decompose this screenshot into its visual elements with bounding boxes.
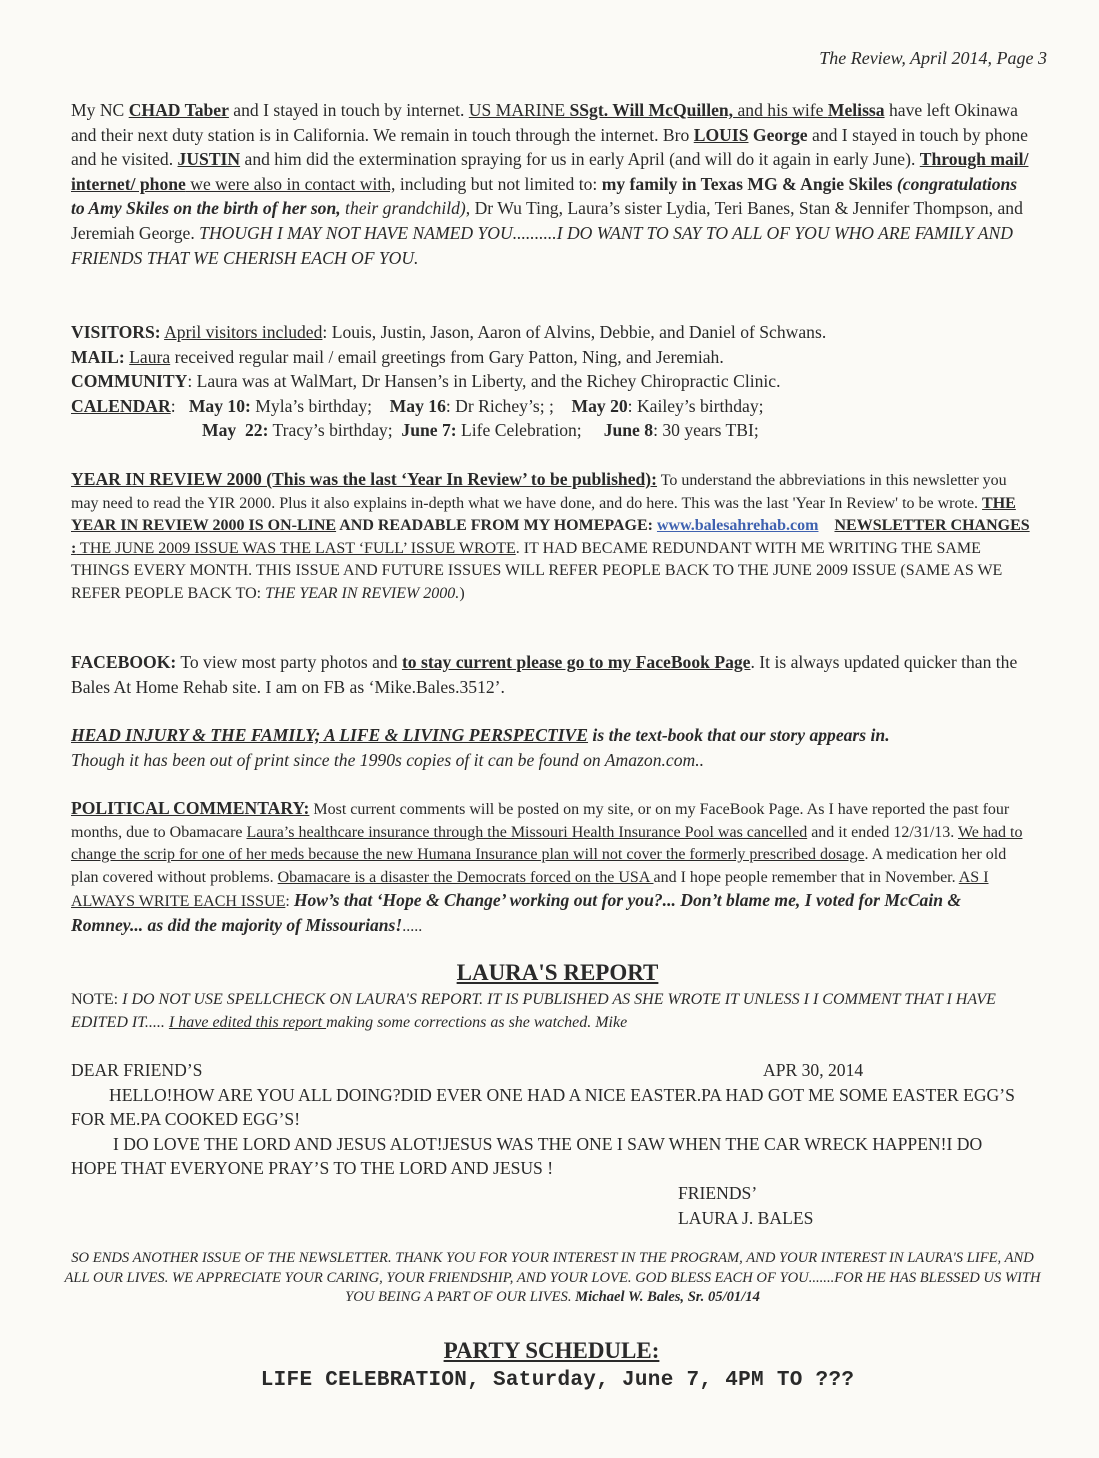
note-underline: I have edited this report [168, 1014, 327, 1031]
letter-signoff: FRIENDS’ [678, 1182, 758, 1203]
letter-header-row [71, 1058, 1031, 1083]
mail-label: MAIL: [71, 346, 125, 367]
yir-text: . IT HAD BECAME REDUNDANT WITH ME WRITING THE SAME THINGS EVERY MONTH. THIS ISSUE AND FUTURE ISSUES WILL REFER PEOPLE BACK TO THE JUNE 2009 ISSUE (SAME AS WE REFER PEOPLE BACK TO: [71, 539, 1003, 602]
party-schedule-line: LIFE CELEBRATION, Saturday, June 7, 4PM TO ??? [260, 1369, 855, 1392]
closing-text: SO ENDS ANOTHER ISSUE OF THE NEWSLETTER. THANK YOU FOR YOUR INTEREST IN THE PROGRAM, AND YOUR INTEREST IN LAURA'S LIFE, AND ALL OUR LIVES. WE APPRECIATE YOUR CARING, YOUR FRIENDSHIP, AND YOUR LOVE. GOD BLESS EACH OF YOU.......FOR HE HAS BLESSED US WITH YOU BEING A PART OF OUR LIVES. [64, 1250, 1041, 1305]
visitors-line [71, 320, 1031, 345]
intro-paragraph [71, 98, 1031, 270]
calendar-event: Myla’s birthday; [250, 395, 390, 416]
calendar-event: Tracy’s birthday; [268, 420, 402, 441]
intro-text: My NC [71, 100, 129, 120]
calendar-date: May 16 [389, 395, 446, 416]
yir-title-italic: THE YEAR IN REVIEW 2000. [265, 584, 460, 602]
book-text: is the text-book that our story appears in. [588, 725, 890, 745]
visitors-label: VISITORS: [71, 322, 161, 342]
grandchild-text: their grandchild) [340, 198, 466, 219]
intro-text: , Dr Wu Ting, Laura’s sister Lydia, Teri Banes, Stan & Jennifer Thompson, and Jeremiah George. [71, 198, 1023, 243]
name-marine: SSgt. Will McQuillen, [569, 100, 734, 120]
visitors-text: : Louis, Justin, Jason, Aaron of Alvins, Debbie, and Daniel of Schwans. [322, 322, 827, 342]
intro-text: have left Okinawa and their next duty station is in California. We remain in touch through the internet. Bro [71, 100, 1018, 145]
political-label: POLITICAL COMMENTARY: [71, 798, 310, 818]
yir-section [71, 468, 1031, 605]
facebook-section [71, 650, 1031, 699]
calendar-event: : Dr Richey’s; ; [445, 395, 572, 416]
congrats-text: (congratulations to Amy Skiles on the birth of her son, [71, 173, 1018, 219]
calendar-event: : Kailey’s birthday; [627, 395, 764, 416]
calendar-event: : 30 years TBI; [653, 420, 759, 441]
yir-online-2: AND READABLE FROM MY HOMEPAGE: [336, 517, 657, 534]
laura-report-title: LAURA'S REPORT [456, 960, 659, 985]
calendar-event: Life Celebration; [456, 420, 604, 441]
political-slogan: How’s that ‘Hope & Change’ working out for you?... Don’t blame me, I voted for McCain & Romney... as did the majority of Missourians! [71, 890, 962, 935]
intro-text: and his wife [733, 100, 828, 120]
book-availability: Though it has been out of print since the 1990s copies of it can be found on Amazon.com.. [71, 749, 704, 770]
contact-methods: Through mail/ internet/ phone [71, 149, 1029, 194]
facebook-label: FACEBOOK: [71, 652, 177, 672]
political-underline: We had to change the scrip for one of her meds because the new Humana Insurance plan will not cover the formerly prescribed dosage [71, 823, 1023, 863]
political-text: ..... [402, 917, 423, 935]
political-text: Most current comments will be posted on my site, or on my FaceBook Page. As I have reported the past four months, due to Obamacare [71, 801, 1010, 841]
closing-italic: I DO WANT TO SAY TO ALL OF YOU WHO ARE FAMILY AND FRIENDS THAT WE CHERISH EACH OF YOU. [71, 222, 1013, 268]
note-end: making some corrections as she watched. Mike [326, 1014, 628, 1031]
book-title: HEAD INJURY & THE FAMILY; A LIFE & LIVING PERSPECTIVE [71, 725, 589, 745]
page-header: The Review, April 2014, Page 3 [819, 48, 1047, 68]
laura-report-note [71, 988, 1031, 1034]
info-section [71, 320, 1031, 443]
intro-text: including but not limited to: [395, 173, 602, 194]
political-text: : [285, 893, 294, 910]
calendar-line-2 [71, 418, 1031, 443]
calendar-date: June 7: [401, 420, 457, 441]
yir-online: THE YEAR IN REVIEW 2000 IS ON-LINE [71, 494, 1016, 534]
note-label: NOTE: [71, 991, 123, 1008]
mail-line [71, 345, 1031, 370]
yir-text: To understand the abbreviations in this newsletter you may need to read the YIR 2000. Plus it also explains in-depth what we have done, and do here. This was the last 'Year In Review' to be wrote. [71, 472, 1007, 512]
laura-letter [71, 1058, 1031, 1230]
intro-text: US MARINE [468, 100, 570, 120]
homepage-link[interactable]: www.balesahrehab.com [656, 517, 819, 534]
book-section [71, 723, 1031, 772]
family-texas: my family in Texas MG & Angie Skiles [601, 173, 893, 194]
closing-signature: Michael W. Bales, Sr. 05/01/14 [575, 1289, 760, 1305]
closing-message [60, 1249, 1045, 1308]
intro-text: and him did the extermination spraying for us in early April (and will do it again in early June). [240, 149, 920, 170]
facebook-text: . It is always updated quicker than the Bales At Home Rehab site. I am on FB as ‘Mike.Bales.3512’. [71, 652, 1018, 697]
name-chad: CHAD Taber [128, 100, 229, 120]
name-louis: LOUIS [693, 124, 749, 145]
letter-paragraph: I DO LOVE THE LORD AND JESUS ALOT!JESUS WAS THE ONE I SAW WHEN THE CAR WRECK HAPPEN!I DO HOPE THAT EVERYONE PRAY’S TO THE LORD AND JESUS ! [71, 1133, 983, 1179]
political-underline: AS I ALWAYS WRITE EACH ISSUE [71, 868, 989, 910]
community-text: : Laura was at WalMart, Dr Hansen’s in Liberty, and the Richey Chiropractic Clinic. [187, 371, 781, 392]
note-italic: I DO NOT USE SPELLCHECK ON LAURA'S REPORT. IT IS PUBLISHED AS SHE WROTE IT UNLESS I I COMMENT THAT I HAVE EDITED IT..... [71, 991, 996, 1031]
closing-italic: THOUGH I MAY NOT HAVE NAMED YOU.......... [199, 222, 557, 243]
community-label: COMMUNITY [71, 371, 188, 392]
newsletter-changes-label: NEWSLETTER CHANGES : [71, 517, 1030, 557]
visitors-underline: April visitors included [164, 322, 323, 342]
calendar-line: CALENDAR: May 10: Myla’s birthday; May 16: Dr Richey’s; ; May 20: Kailey’s birthday; [71, 395, 764, 416]
intro-text: and I stayed in touch by phone and he visited. [71, 124, 1028, 170]
political-section [71, 797, 1031, 938]
calendar-date: May 10: [188, 395, 251, 416]
political-text: . A medication her old plan covered without problems. [71, 846, 1007, 886]
political-underline: Obamacare is a disaster the Democrats forced on the USA [277, 868, 654, 886]
yir-heading: YEAR IN REVIEW 2000 (This was the last ‘Year In Review’ to be published): [71, 469, 658, 489]
name-justin: JUSTIN [177, 149, 241, 170]
facebook-text: To view most party photos and [176, 652, 402, 672]
letter-paragraph: HELLO!HOW ARE YOU ALL DOING?DID EVER ONE HAD A NICE EASTER.PA HAD GOT ME SOME EASTER EGG’S FOR ME.PA COOKED EGG’S! [71, 1084, 1015, 1130]
community-line [71, 369, 1031, 394]
calendar-label: CALENDAR [71, 395, 171, 416]
name-george: George [752, 124, 808, 145]
calendar-date: May 20 [571, 395, 628, 416]
political-text: and it ended 12/31/13. [807, 823, 958, 841]
mail-underline: Laura [129, 346, 171, 367]
political-underline: Laura’s healthcare insurance through the Missouri Health Insurance Pool was cancelled [246, 823, 808, 841]
name-melissa: Melissa [827, 100, 885, 120]
calendar-date: May 22: [202, 420, 269, 441]
intro-text: we were also in contact with, [185, 173, 396, 194]
party-schedule-title: PARTY SCHEDULE: [443, 1338, 660, 1363]
mail-text: received regular mail / email greetings from Gary Patton, Ning, and Jeremiah. [170, 346, 724, 367]
political-text: and I hope people remember that in November. [653, 868, 959, 886]
intro-text: and I stayed in touch by internet. [228, 100, 469, 120]
facebook-page-link[interactable]: to stay current please go to my FaceBook Page [401, 652, 751, 672]
letter-date: APR 30, 2014 [763, 1060, 864, 1080]
june-issue-note: THE JUNE 2009 ISSUE WAS THE LAST ‘FULL’ ISSUE WROTE [76, 539, 516, 557]
letter-signature: LAURA J. BALES [678, 1207, 814, 1228]
letter-greeting: DEAR FRIEND’S [71, 1060, 203, 1080]
yir-text: ) [459, 584, 465, 602]
calendar-date: June 8 [603, 420, 654, 441]
